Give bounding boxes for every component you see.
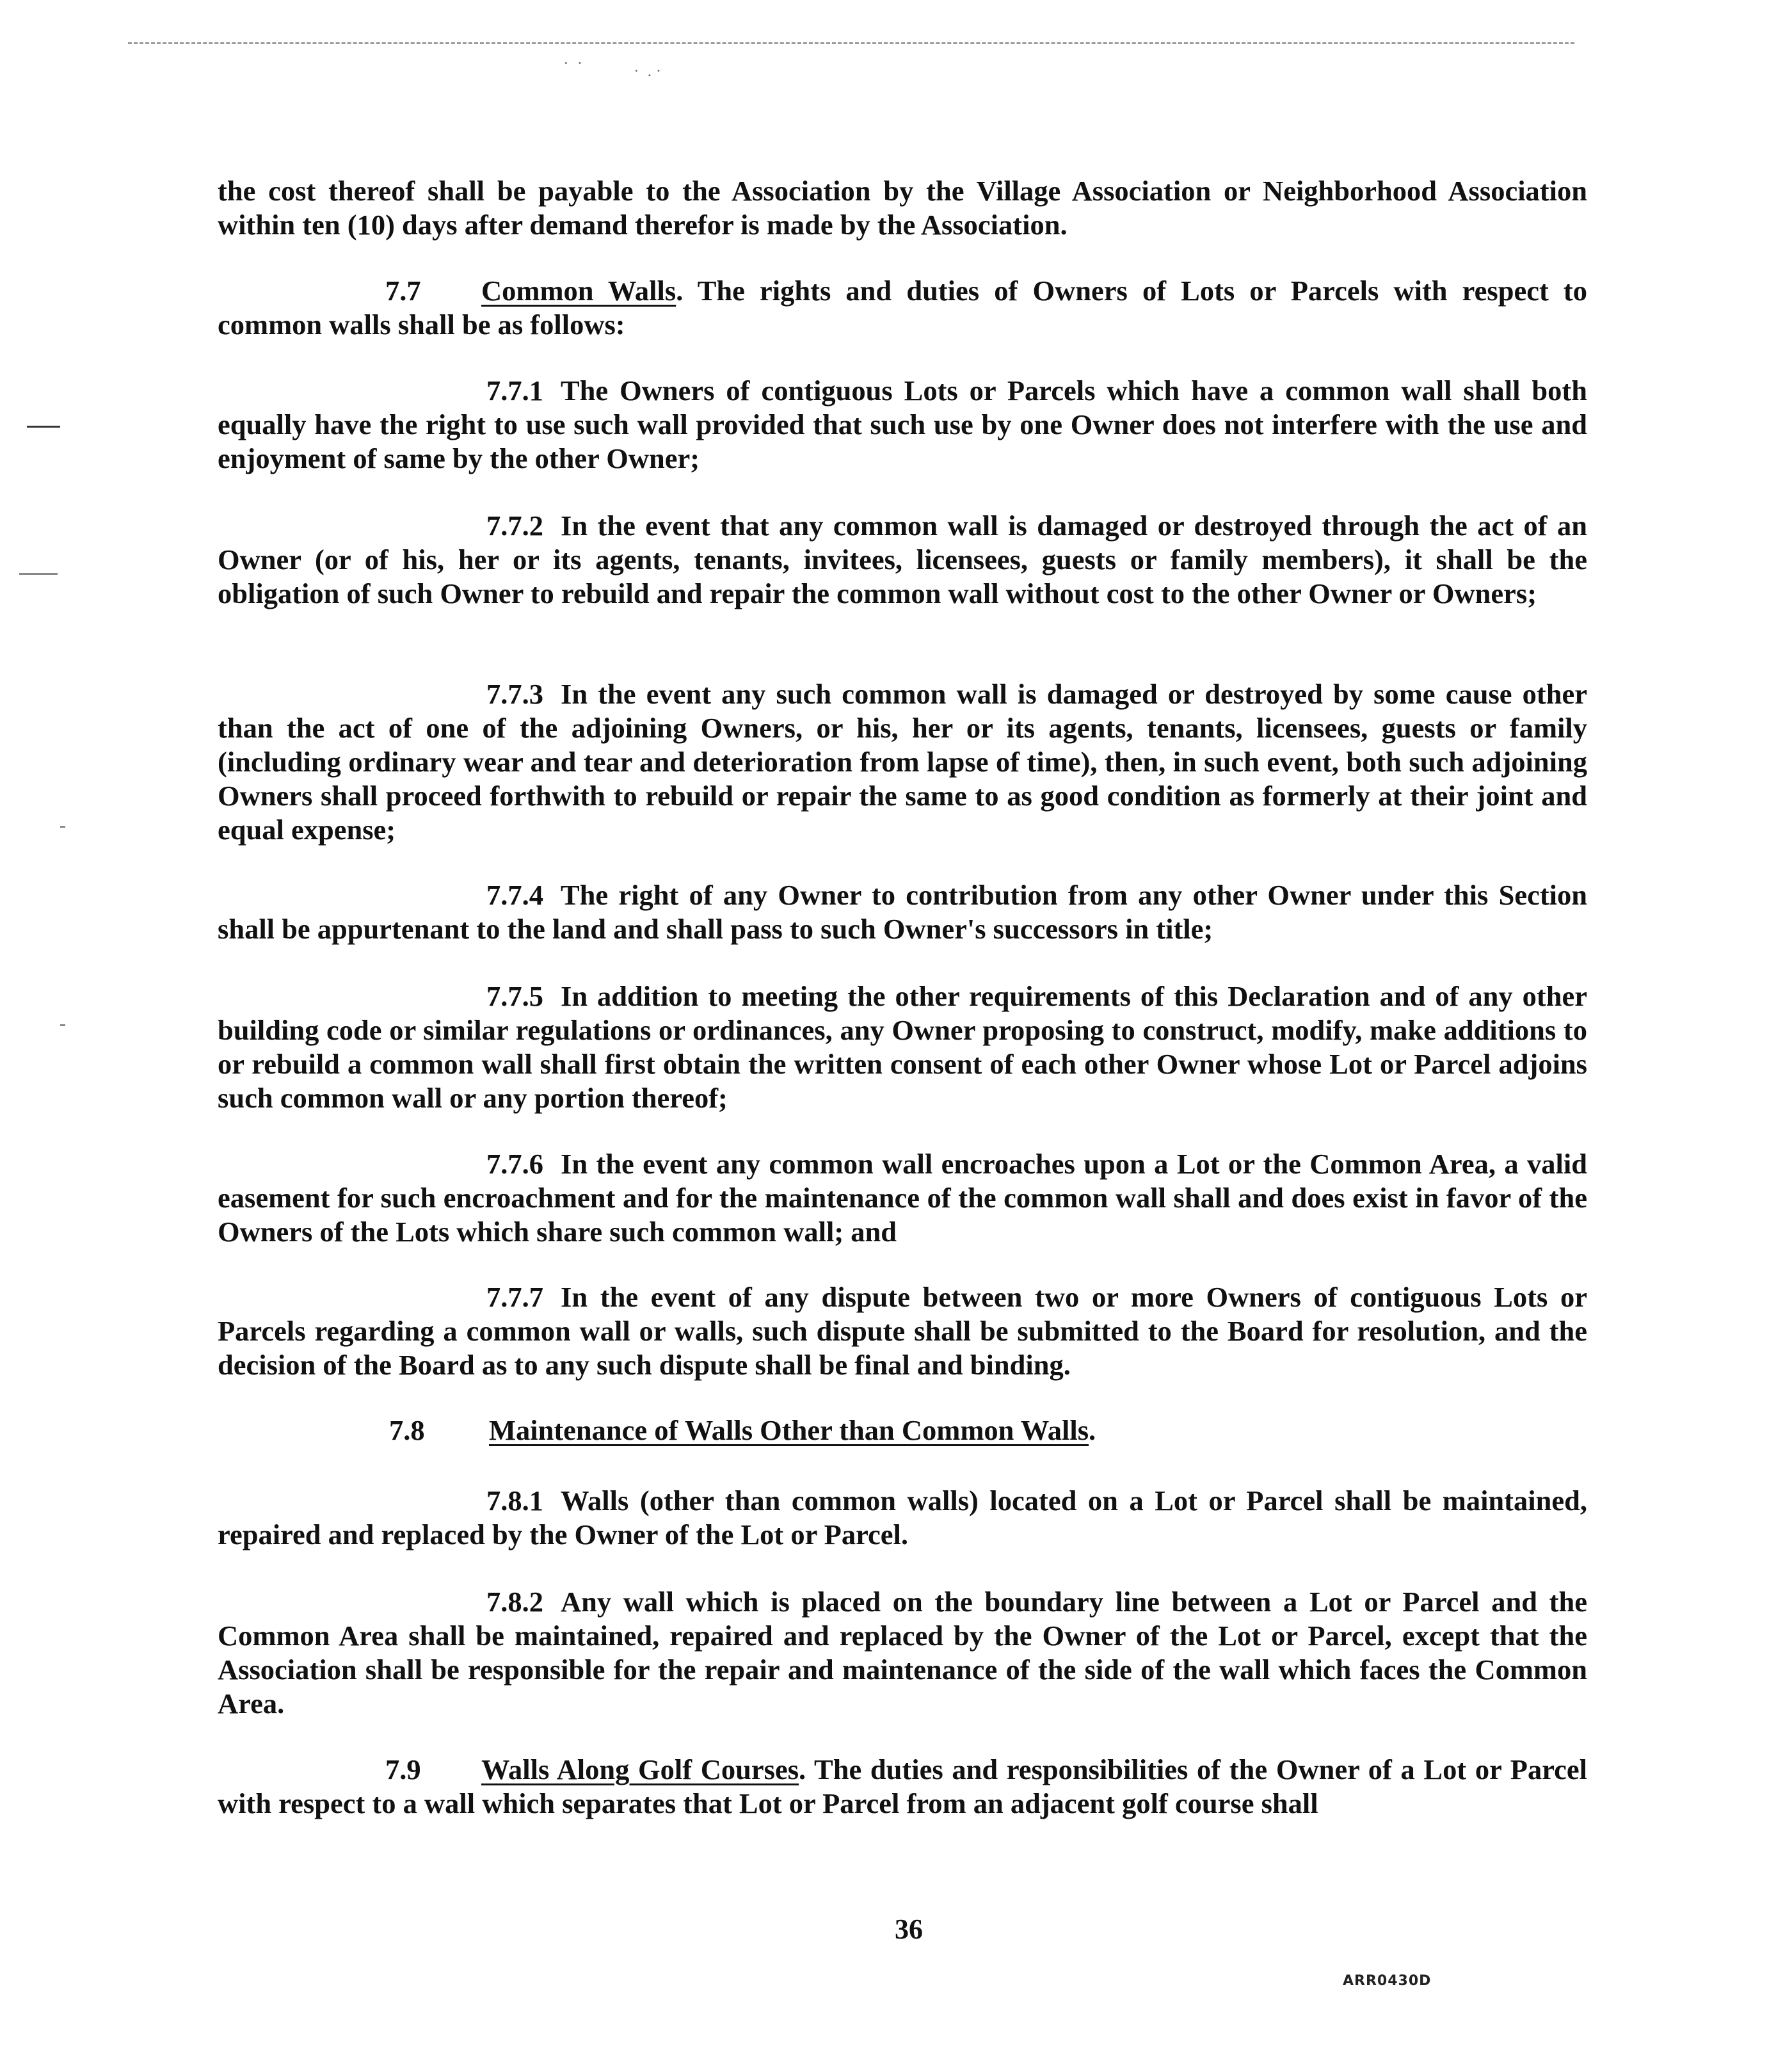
section-7-7-4 [218, 878, 1587, 946]
section-7-7-5 [218, 979, 1587, 1115]
section-text: In addition to meeting the other requirements of this Declaration and of any other building code or similar regulations or ordinances, any Owner proposing to construct, modify, make additions to or rebuild a common wall shall first obtain the written consent of each other Owner whose Lot or Parcel adjoins such common wall or any portion thereof; [218, 980, 1587, 1114]
section-number: 7.7.2 [486, 510, 543, 542]
section-7-7-7 [218, 1280, 1587, 1382]
section-text: . The duties and responsibilities of the Owner of a Lot or Parcel with respect to a wall which separates that Lot or Parcel from an adjacent golf course shall [218, 1753, 1588, 1819]
section-text: Any wall which is placed on the boundary line between a Lot or Parcel and the Common Area shall be maintained, repaired and replaced by the Owner of the Lot or Parcel, except that the Association shall be responsible for the repair and maintenance of the side of the wall which faces the Common Area. [218, 1586, 1587, 1719]
scan-speck: · . · [634, 61, 662, 80]
section-text: In the event that any common wall is damaged or destroyed through the act of an Owner (or of his, her or its agents, tenants, invitees, licensees, guests or family members), it shall be the obligation of such Owner to rebuild and repair the common wall without cost to the other Owner or Owners; [218, 510, 1587, 609]
section-number: 7.7.1 [486, 374, 543, 407]
section-heading-maintenance-of-walls: Maintenance of Walls Other than Common Walls [489, 1414, 1089, 1446]
margin-mark [27, 426, 60, 428]
section-number: 7.7.5 [486, 980, 543, 1012]
section-7-9 [218, 1753, 1587, 1821]
section-7-7-3 [218, 677, 1587, 847]
section-7-8-2 [218, 1585, 1587, 1721]
section-number: 7.7.7 [486, 1281, 543, 1313]
section-text: The right of any Owner to contribution from any other Owner under this Section shall be appurtenant to the land and shall pass to such Owner's successors in title; [218, 879, 1587, 945]
section-number: 7.8 [389, 1414, 425, 1446]
margin-mark [19, 573, 58, 575]
footer-document-code: ARR0430D [1343, 1973, 1432, 1989]
paragraph-intro: the cost thereof shall be payable to the Association by the Village Association or Neighborhood Association within ten (10) days after demand therefor is made by the Association. [218, 175, 1587, 241]
margin-mark [60, 826, 65, 828]
section-number: 7.7 [385, 275, 421, 307]
section-text: In the event any common wall encroaches upon a Lot or the Common Area, a valid easement for such encroachment and for the maintenance of the common wall shall and does exist in favor of the Owners of the Lots which share such common wall; and [218, 1148, 1587, 1248]
section-number: 7.8.2 [486, 1586, 543, 1618]
section-heading-walls-along-golf-courses: Walls Along Golf Courses [481, 1753, 799, 1785]
section-7-7-6 [218, 1147, 1587, 1249]
section-7-8-1 [218, 1484, 1587, 1552]
section-7-8 [389, 1413, 1096, 1447]
section-text: . The rights and duties of Owners of Lots or Parcels with respect to common walls shall be as follows: [218, 275, 1587, 341]
margin-mark [60, 1024, 65, 1026]
section-text: In the event of any dispute between two or more Owners of contiguous Lots or Parcels regarding a common wall or walls, such dispute shall be submitted to the Board for resolution, and the decision of the Board as to any such dispute shall be final and binding. [218, 1281, 1587, 1381]
section-7-7-2 [218, 509, 1587, 611]
section-number: 7.7.4 [486, 879, 543, 911]
section-heading-suffix: . [1089, 1414, 1096, 1446]
section-number: 7.7.3 [486, 678, 543, 710]
scan-top-border [128, 42, 1574, 44]
section-7-7 [218, 274, 1587, 342]
section-text: Walls (other than common walls) located on a Lot or Parcel shall be maintained, repaired and replaced by the Owner of the Lot or Parcel. [218, 1485, 1587, 1550]
section-heading-common-walls: Common Walls [481, 275, 676, 307]
section-number: 7.8.1 [486, 1485, 543, 1517]
page-number: 36 [895, 1913, 923, 1945]
section-number: 7.9 [385, 1753, 421, 1785]
section-7-7-1 [218, 374, 1587, 476]
scan-speck: · · [563, 54, 583, 72]
section-text: The Owners of contiguous Lots or Parcels which have a common wall shall both equally have the right to use such wall provided that such use by one Owner does not interfere with the use and enjoyment of same by the other Owner; [218, 374, 1587, 474]
section-text: In the event any such common wall is damaged or destroyed by some cause other than the act of one of the adjoining Owners, or his, her or its agents, tenants, licensees, guests or family (including ordinary wear and tear and deterioration from lapse of time), then, in such event, both such adjoining Owners shall proceed forthwith to rebuild or repair the same to as good condition as formerly at their joint and equal expense; [218, 678, 1587, 846]
section-number: 7.7.6 [486, 1148, 543, 1180]
